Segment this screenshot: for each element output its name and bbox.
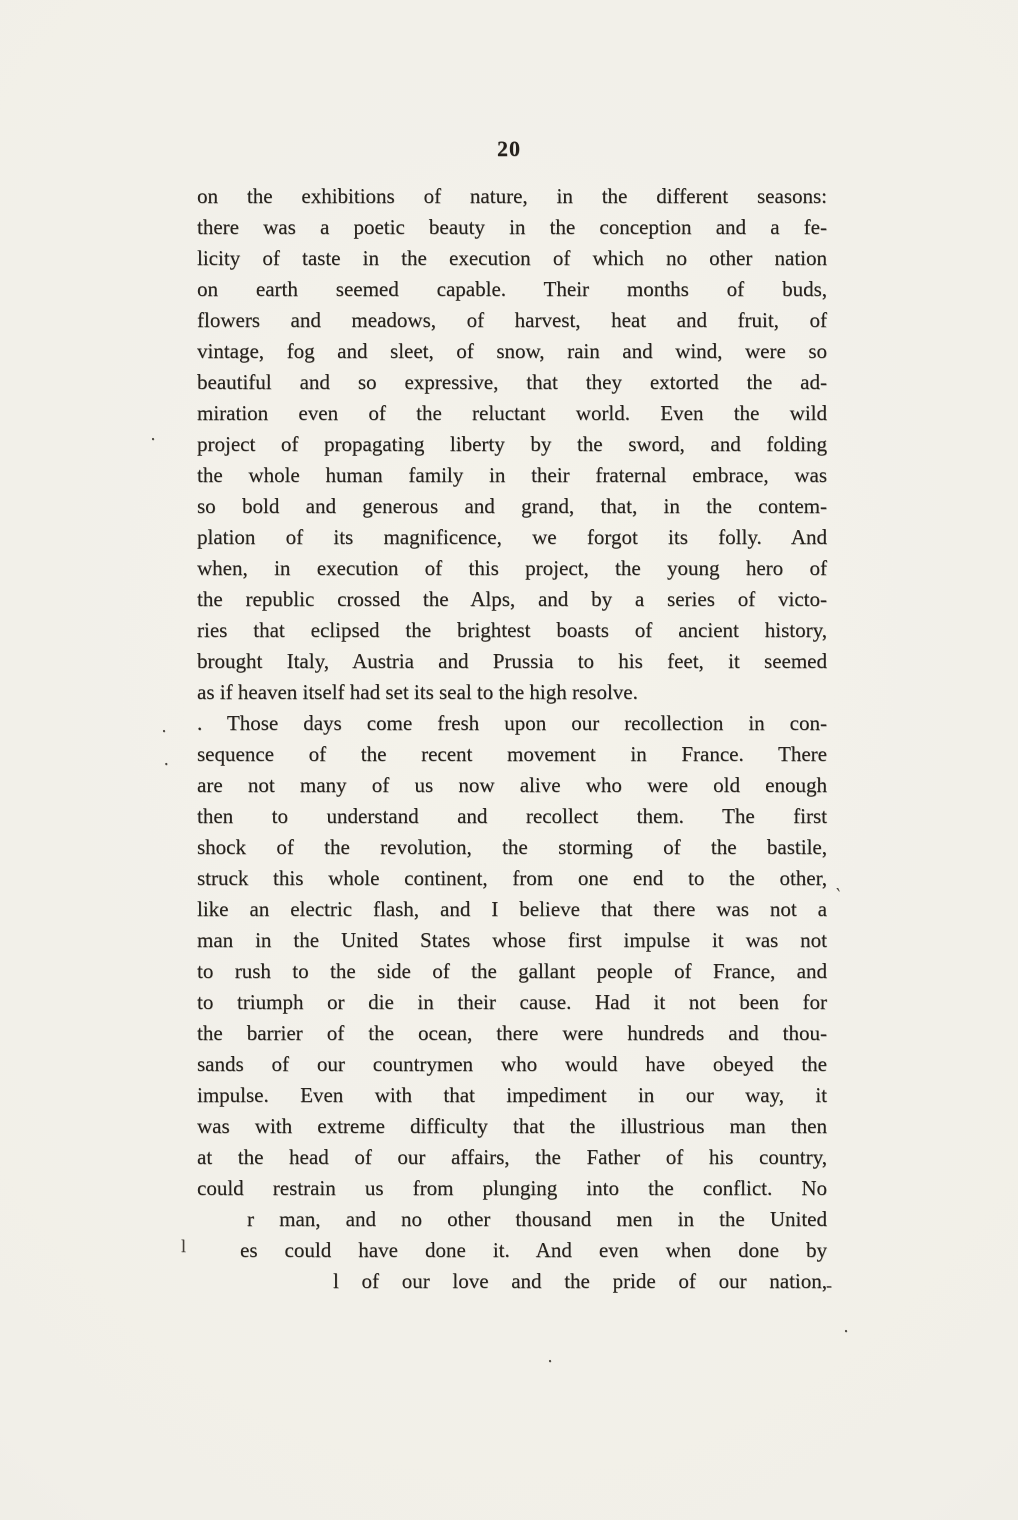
scan-speck: -: [826, 1275, 832, 1295]
text-line: project of propagating liberty by the sword, and folding: [197, 432, 827, 456]
scan-speck: ·: [547, 1351, 553, 1371]
text-block: [197, 181, 827, 1297]
text-line: plation of its magnificence, we forgot its folly. And: [197, 525, 827, 549]
text-line: then to understand and recollect them. The first: [197, 804, 827, 828]
text-line: the republic crossed the Alps, and by a series of victo-: [197, 587, 827, 611]
scan-speck: ·: [150, 429, 156, 449]
text-line: to triumph or die in their cause. Had it not been for: [197, 990, 827, 1014]
scan-speck: l: [181, 1236, 187, 1256]
text-line: . Those days come fresh upon our recollection in con-: [197, 711, 827, 735]
text-line: miration even of the reluctant world. Even the wild: [197, 401, 827, 425]
text-line: struck this whole continent, from one end to the other,: [197, 866, 827, 890]
text-line: so bold and generous and grand, that, in the contem-: [197, 494, 827, 518]
text-line: ries that eclipsed the brightest boasts of ancient history,: [197, 618, 827, 642]
text-line: l of our love and the pride of our nation,: [333, 1269, 827, 1293]
text-line: r man, and no other thousand men in the United: [247, 1207, 827, 1231]
text-line: brought Italy, Austria and Prussia to his feet, it seemed: [197, 649, 827, 673]
text-line: beautiful and so expressive, that they extorted the ad-: [197, 370, 827, 394]
text-line: on earth seemed capable. Their months of buds,: [197, 277, 827, 301]
text-line: shock of the revolution, the storming of the bastile,: [197, 835, 827, 859]
text-line: on the exhibitions of nature, in the different seasons:: [197, 184, 827, 208]
text-line: there was a poetic beauty in the conception and a fe-: [197, 215, 827, 239]
scan-speck: ·: [161, 721, 167, 741]
scan-speck: ‵: [836, 885, 841, 905]
text-line: impulse. Even with that impediment in our way, it: [197, 1083, 827, 1107]
text-line: like an electric flash, and I believe that there was not a: [197, 897, 827, 921]
scan-speck: .: [164, 749, 169, 769]
text-line: as if heaven itself had set its seal to the high resolve.: [197, 680, 638, 704]
text-line: when, in execution of this project, the young hero of: [197, 556, 827, 580]
scan-speck: ·: [843, 1321, 849, 1341]
text-line: es could have done it. And even when done by: [240, 1238, 827, 1262]
text-line: at the head of our affairs, the Father of his country,: [197, 1145, 827, 1169]
text-line: the barrier of the ocean, there were hundreds and thou-: [197, 1021, 827, 1045]
text-line: vintage, fog and sleet, of snow, rain and wind, were so: [197, 339, 827, 363]
text-line: are not many of us now alive who were old enough: [197, 773, 827, 797]
text-line: sequence of the recent movement in France. There: [197, 742, 827, 766]
text-line: to rush to the side of the gallant people of France, and: [197, 959, 827, 983]
text-line: sands of our countrymen who would have obeyed the: [197, 1052, 827, 1076]
text-line: man in the United States whose first impulse it was not: [197, 928, 827, 952]
page-number: 20: [497, 136, 521, 161]
text-line: flowers and meadows, of harvest, heat and fruit, of: [197, 308, 827, 332]
text-line: licity of taste in the execution of which no other nation: [197, 246, 827, 270]
text-line: could restrain us from plunging into the conflict. No: [197, 1176, 827, 1200]
text-line: the whole human family in their fraternal embrace, was: [197, 463, 827, 487]
text-line: was with extreme difficulty that the illustrious man then: [197, 1114, 827, 1138]
